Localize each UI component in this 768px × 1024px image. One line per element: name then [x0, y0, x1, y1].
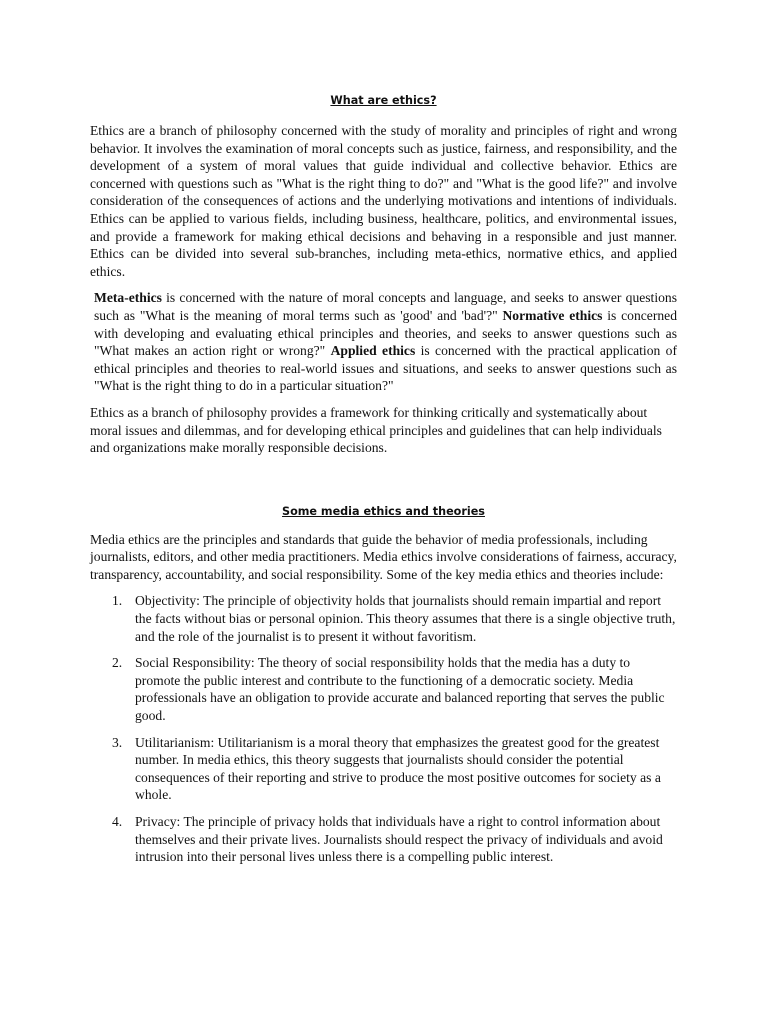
list-item	[90, 734, 677, 804]
applied-ethics-text: is concerned with the practical application of ethical principles and theories to real-world issues and situations, and seeks to answer questions such as "What is the right thing to do in a particular situation?"	[94, 343, 677, 394]
ethics-branches-paragraph	[90, 289, 677, 395]
term-normative-ethics: Normative ethics	[502, 307, 603, 323]
list-item-text: Social Responsibility: The theory of social responsibility holds that the media has a duty to promote the public interest and contribute to the functioning of a democratic society. Media professionals have an obligation to provide accurate and balanced reporting that serves the public good.	[135, 655, 665, 724]
list-item-text: Utilitarianism: Utilitarianism is a moral theory that emphasizes the greatest good for the greatest number. In media ethics, this theory suggests that journalists should consider the potential consequences of their reporting and strive to produce the most positive outcomes for society as a whole.	[135, 734, 661, 803]
list-item	[90, 592, 677, 645]
list-item-number: 2.	[112, 655, 123, 671]
list-item	[90, 813, 677, 866]
ethics-summary-paragraph: Ethics as a branch of philosophy provides a framework for thinking critically and systematically about moral issues and dilemmas, and for developing ethical principles and guidelines that can help individuals and organizations make morally responsible decisions.	[90, 404, 662, 456]
term-applied-ethics: Applied ethics	[330, 343, 416, 359]
normative-ethics-text: is concerned with developing and evaluating ethical principles and theories, and seeks to answer questions such as "What makes an action right or wrong?"	[94, 307, 677, 359]
list-item-text: Objectivity: The principle of objectivity holds that journalists should remain impartial and report the facts without bias or personal opinion. This theory assumes that there is a single objective truth, and the role of the journalist is to present it without favoritism.	[135, 593, 676, 644]
list-item-number: 4.	[112, 814, 123, 829]
media-ethics-list	[90, 592, 677, 865]
section-title-media-ethics: Some media ethics and theories	[282, 504, 485, 518]
media-ethics-intro-paragraph: Media ethics are the principles and standards that guide the behavior of media professionals, including journalists, editors, and other media practitioners. Media ethics involve considerations of fairness, accuracy, transparency, accountability, and social responsibility. Some of the key media ethics and theories include:	[90, 531, 677, 582]
list-item-text: Privacy: The principle of privacy holds that individuals have a right to control information about themselves and their private lives. Journalists should respect the privacy of individuals and avoid intrusion into their personal lives unless there is a compelling public interest.	[135, 814, 663, 865]
list-item-number: 1.	[112, 593, 123, 609]
section-title-what-are-ethics: What are ethics?	[330, 94, 437, 107]
list-item-number: 3.	[112, 734, 123, 750]
document-page	[90, 92, 677, 875]
term-meta-ethics: Meta-ethics	[94, 290, 162, 306]
meta-ethics-text: is concerned with the nature of moral concepts and language, and seeks to answer questions such as "What is the meaning of moral terms such as 'good' and 'bad'?"	[94, 290, 677, 323]
list-item	[90, 654, 677, 724]
ethics-intro-paragraph: Ethics are a branch of philosophy concerned with the study of morality and principles of right and wrong behavior. It involves the examination of moral concepts such as justice, fairness, and responsibility, and the development of a system of moral values that guide individual and collective behavior. Ethics are concerned with questions such as "What is the right thing to do?" and "What is the good life?" and involve consideration of the consequences of actions and the underlying motivations and intentions of individuals. Ethics can be applied to various fields, including business, healthcare, politics, and environmental issues, and provide a framework for making ethical decisions and behaving in a responsible and just manner. Ethics can be divided into several sub-branches, including meta-ethics, normative ethics, and applied ethics.	[90, 123, 677, 279]
